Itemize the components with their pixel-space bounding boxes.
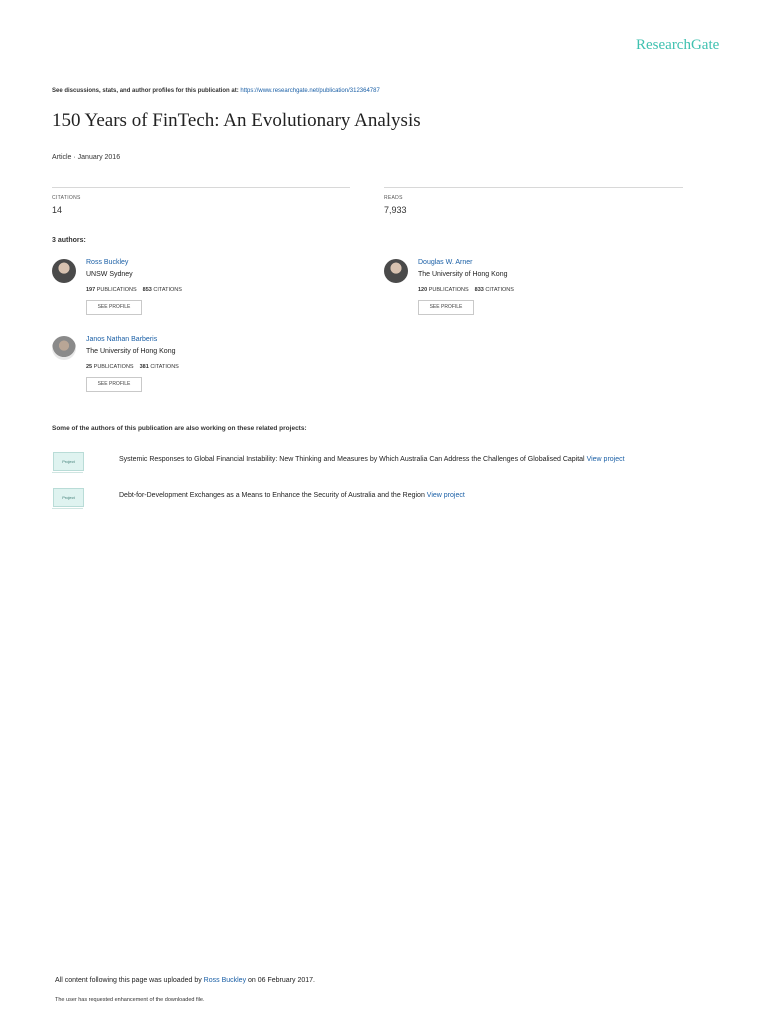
project-title: Systemic Responses to Global Financial Instability: New Thinking and Measures by Which Australia Can Address the Challenges of Globalised Capital <box>119 456 585 463</box>
citations-count: 853 <box>142 287 152 293</box>
citations-label: CITATIONS <box>150 364 179 370</box>
avatar[interactable] <box>52 336 76 360</box>
citations-divider <box>52 187 350 188</box>
reads-value: 7,933 <box>384 205 407 215</box>
publications-label: PUBLICATIONS <box>428 287 469 293</box>
project-badge: Project <box>53 488 84 507</box>
project-item <box>52 452 712 482</box>
view-project-link[interactable]: View project <box>426 492 465 499</box>
author-card <box>384 259 684 321</box>
author-stats <box>86 287 182 293</box>
discussion-label: See discussions, stats, and author profiles for this publication at: <box>52 88 239 94</box>
enhancement-note: The user has requested enhancement of the downloaded file. <box>55 997 205 1003</box>
author-stats <box>418 287 514 293</box>
author-institution: UNSW Sydney <box>86 271 133 278</box>
author-card <box>52 336 352 398</box>
author-name-link[interactable]: Douglas W. Arner <box>418 259 473 266</box>
project-badge-shadow <box>52 508 83 509</box>
project-title: Debt-for-Development Exchanges as a Means to Enhance the Security of Australia and the Region <box>119 492 425 499</box>
upload-notice <box>55 977 315 984</box>
related-projects-heading: Some of the authors of this publication are also working on these related projects: <box>52 425 307 432</box>
citations-label: CITATIONS <box>52 195 81 201</box>
citations-count: 833 <box>474 287 484 293</box>
avatar[interactable] <box>384 259 408 283</box>
author-name-link[interactable]: Ross Buckley <box>86 259 129 266</box>
author-name-link[interactable]: Janos Nathan Barberis <box>86 336 158 343</box>
see-profile-button[interactable]: SEE PROFILE <box>418 300 474 315</box>
project-badge: Project <box>53 452 84 471</box>
author-institution: The University of Hong Kong <box>418 271 508 278</box>
authors-heading: 3 authors: <box>52 237 86 244</box>
article-meta: Article · January 2016 <box>52 154 121 161</box>
author-card <box>52 259 352 321</box>
see-profile-button[interactable]: SEE PROFILE <box>86 300 142 315</box>
author-stats <box>86 364 179 370</box>
publications-count: 25 <box>86 364 93 370</box>
project-text <box>119 456 625 463</box>
upload-suffix: on 06 February 2017. <box>248 977 315 984</box>
citations-label: CITATIONS <box>485 287 514 293</box>
publications-label: PUBLICATIONS <box>93 364 134 370</box>
see-profile-button[interactable]: SEE PROFILE <box>86 377 142 392</box>
project-badge-shadow <box>52 472 83 473</box>
publications-count: 120 <box>418 287 428 293</box>
avatar[interactable] <box>52 259 76 283</box>
discussion-header <box>52 88 380 94</box>
publication-title: 150 Years of FinTech: An Evolutionary Analysis <box>52 110 421 131</box>
reads-label: READS <box>384 195 403 201</box>
citations-value: 14 <box>52 205 63 215</box>
view-project-link[interactable]: View project <box>586 456 625 463</box>
citations-count: 381 <box>139 364 149 370</box>
project-text <box>119 492 465 499</box>
citations-label: CITATIONS <box>153 287 182 293</box>
uploader-link[interactable]: Ross Buckley <box>203 977 247 984</box>
upload-prefix: All content following this page was uploaded by <box>55 977 202 984</box>
project-item <box>52 488 712 518</box>
researchgate-logo[interactable]: ResearchGate <box>636 37 720 53</box>
publications-count: 197 <box>86 287 96 293</box>
publication-url-link[interactable]: https://www.researchgate.net/publication/312364787 <box>240 88 380 94</box>
reads-divider <box>384 187 683 188</box>
author-institution: The University of Hong Kong <box>86 348 176 355</box>
publications-label: PUBLICATIONS <box>96 287 137 293</box>
